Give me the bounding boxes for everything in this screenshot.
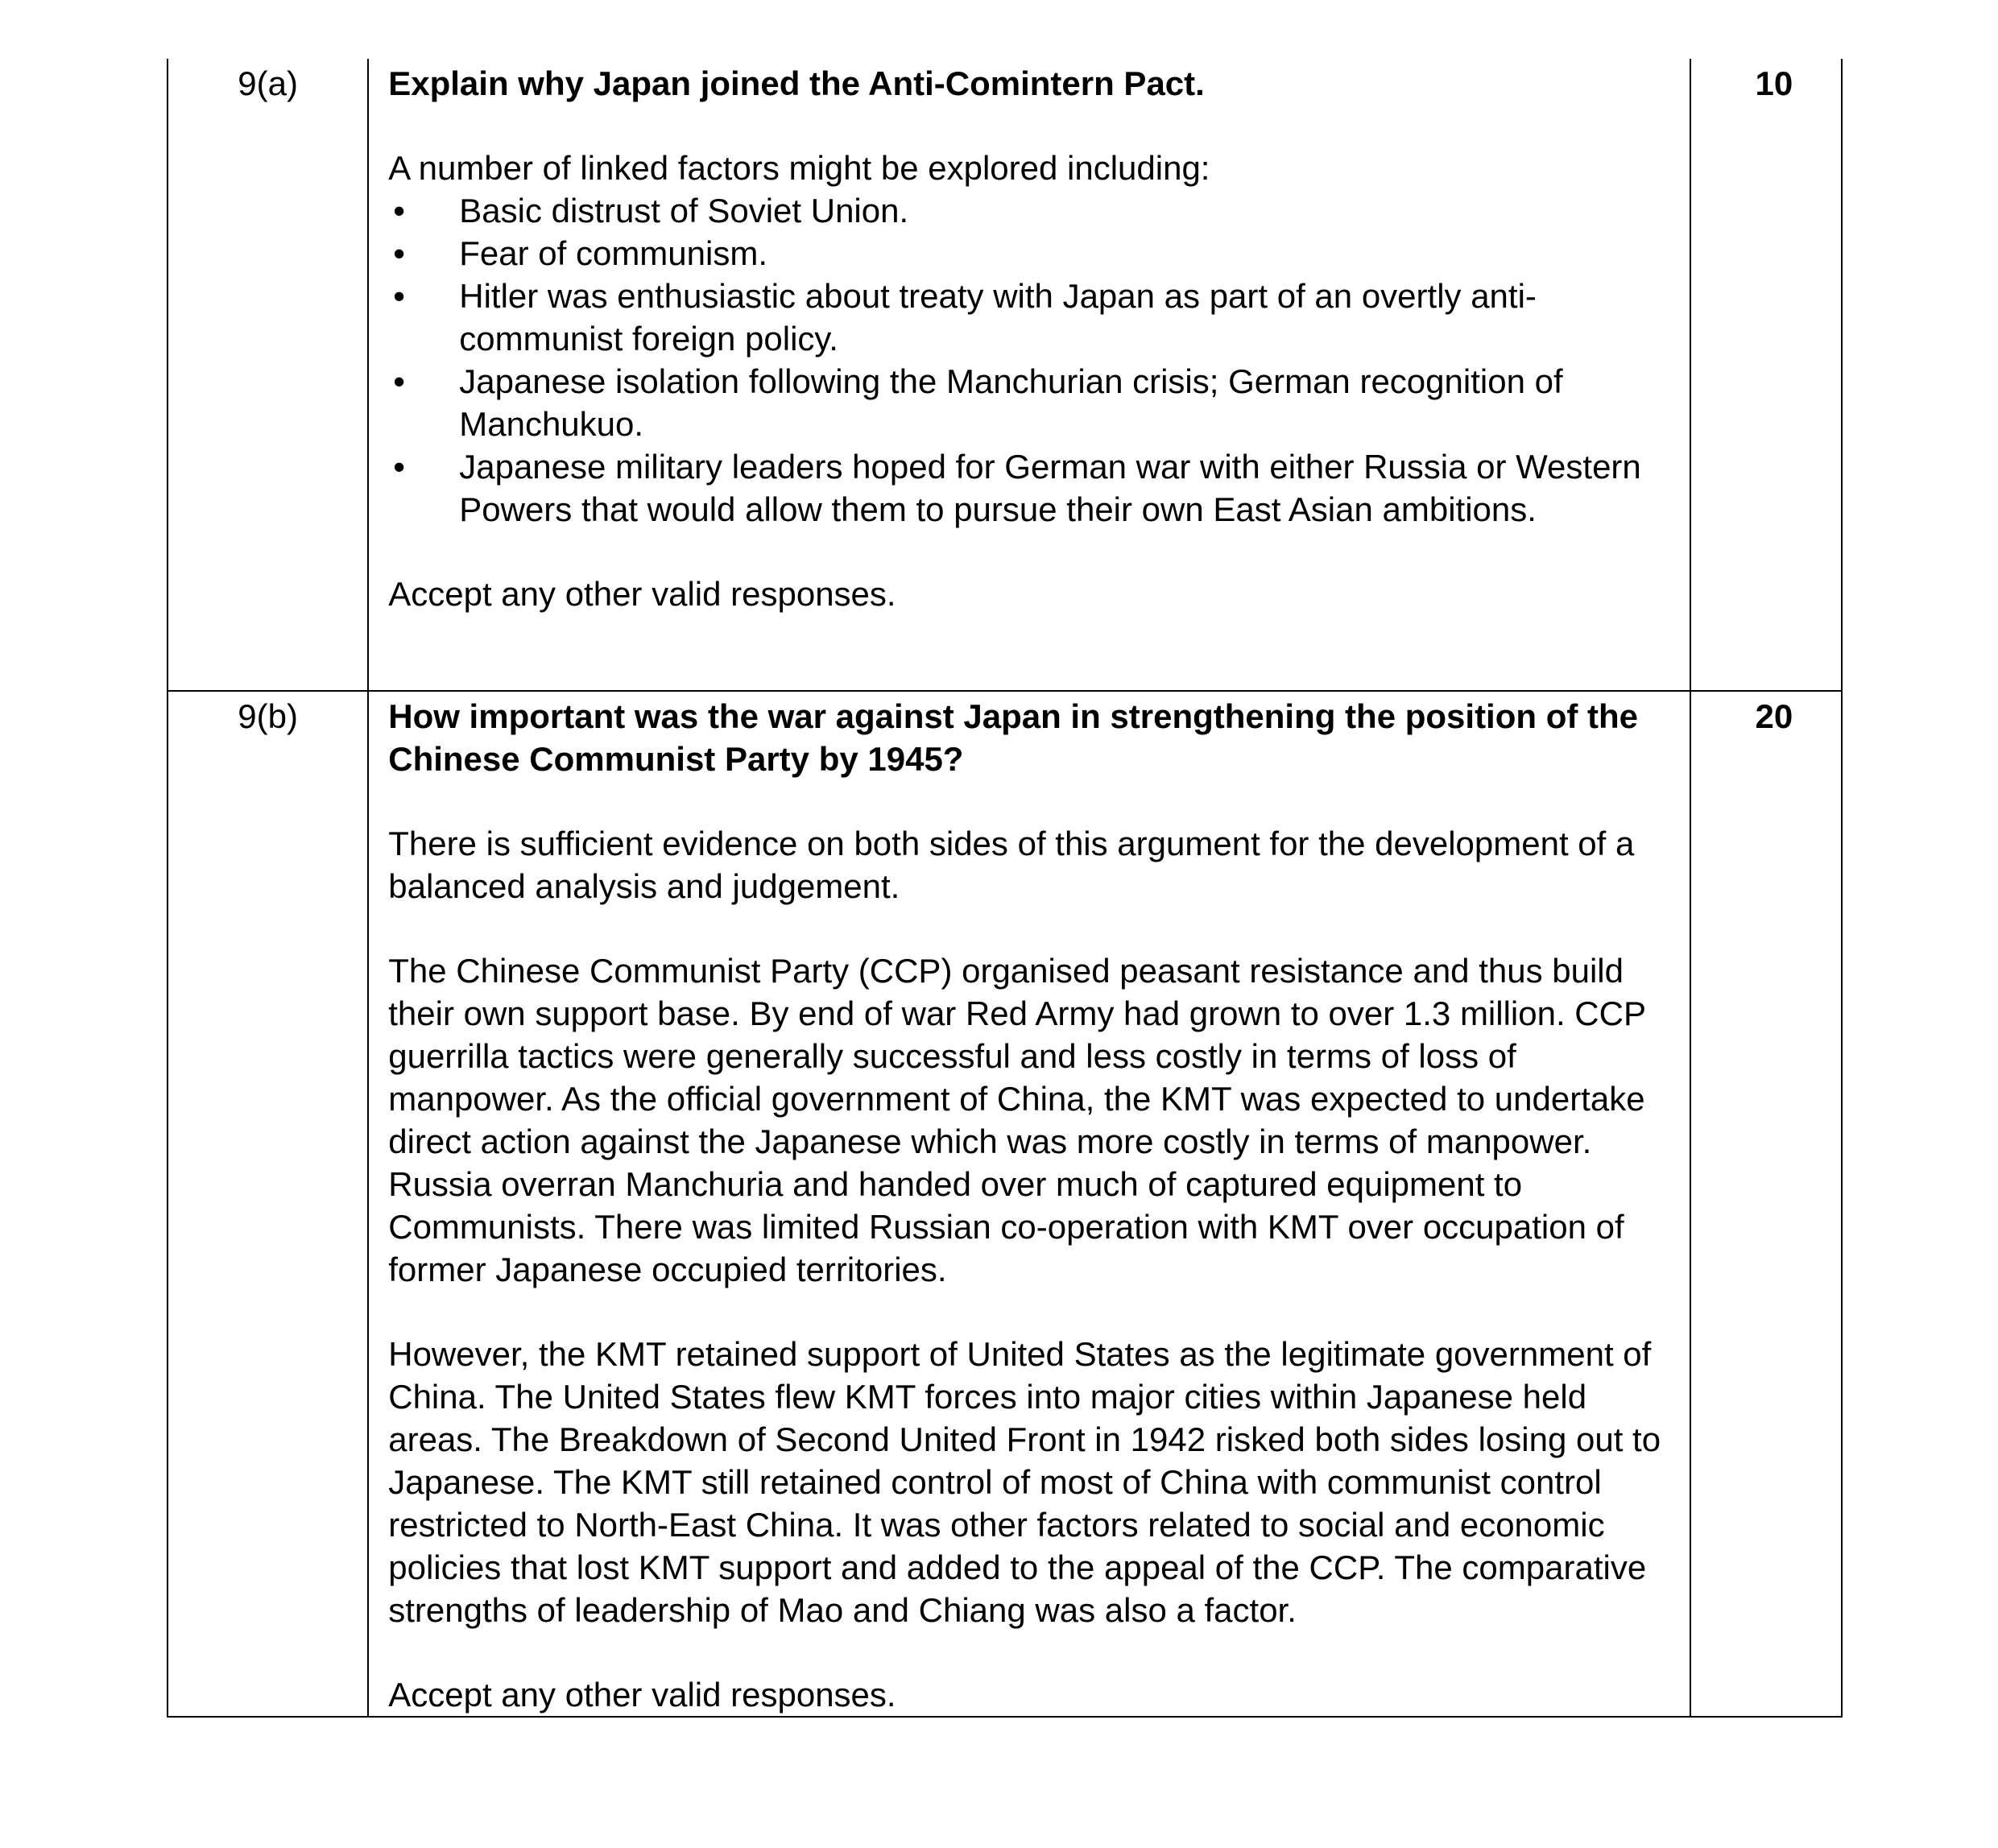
- answer-cell: [368, 59, 1690, 691]
- list-item: • Japanese military leaders hoped for German war with either Russia or Western Powers that would allow them to pursue their own East Asian ambitions.: [388, 445, 1673, 531]
- list-item: • Basic distrust of Soviet Union.: [388, 189, 1673, 232]
- list-item: • Fear of communism.: [388, 232, 1673, 275]
- mark-scheme-table: [167, 59, 1843, 1718]
- question-row-9b: [168, 691, 1842, 1717]
- answer-cell: [368, 691, 1690, 1717]
- closing-note: Accept any other valid responses.: [388, 575, 896, 613]
- answer-paragraph: The Chinese Communist Party (CCP) organised peasant resistance and thus build their own support base. By end of war Red Army had grown to over 1.3 million. CCP guerrilla tactics were generally successful and less costly in terms of loss of manpower. As the official government of China, the KMT was expected to undertake direct action against the Japanese which was more costly in terms of manpower. Russia overran Manchuria and handed over much of captured equipment to Communists. There was limited Russian co-operation with KMT over occupation of former Japanese occupied territories.: [388, 952, 1646, 1288]
- bullet-icon: •: [393, 448, 405, 486]
- closing-note: Accept any other valid responses.: [388, 1676, 896, 1714]
- question-title: How important was the war against Japan in strengthening the position of the Chinese Communist Party by 1945?: [388, 697, 1639, 778]
- bullet-icon: •: [393, 234, 405, 272]
- answer-paragraph: There is sufficient evidence on both sides of this argument for the development of a balanced analysis and judgement.: [388, 825, 1635, 905]
- question-number: 9(a): [168, 59, 368, 691]
- list-item: • Hitler was enthusiastic about treaty with Japan as part of an overtly anti-communist foreign policy.: [388, 275, 1673, 360]
- marks-value: 20: [1690, 691, 1842, 1717]
- list-item: • Japanese isolation following the Manchurian crisis; German recognition of Manchukuo.: [388, 360, 1673, 445]
- factor-list: [388, 189, 1673, 531]
- question-row-9a: [168, 59, 1842, 691]
- bullet-icon: •: [393, 362, 405, 400]
- bullet-icon: •: [393, 277, 405, 315]
- question-title: Explain why Japan joined the Anti-Comintern Pact.: [388, 64, 1205, 102]
- answer-intro: A number of linked factors might be explored including:: [388, 149, 1210, 187]
- question-number: 9(b): [168, 691, 368, 1717]
- answer-paragraph: However, the KMT retained support of United States as the legitimate government of China. The United States flew KMT forces into major cities within Japanese held areas. The Breakdown of Second United Front in 1942 risked both sides losing out to Japanese. The KMT still retained control of most of China with communist control restricted to North-East China. It was other factors related to social and economic policies that lost KMT support and added to the appeal of the CCP. The comparative strengths of leadership of Mao and Chiang was also a factor.: [388, 1335, 1661, 1629]
- bullet-icon: •: [393, 192, 405, 229]
- marks-value: 10: [1690, 59, 1842, 691]
